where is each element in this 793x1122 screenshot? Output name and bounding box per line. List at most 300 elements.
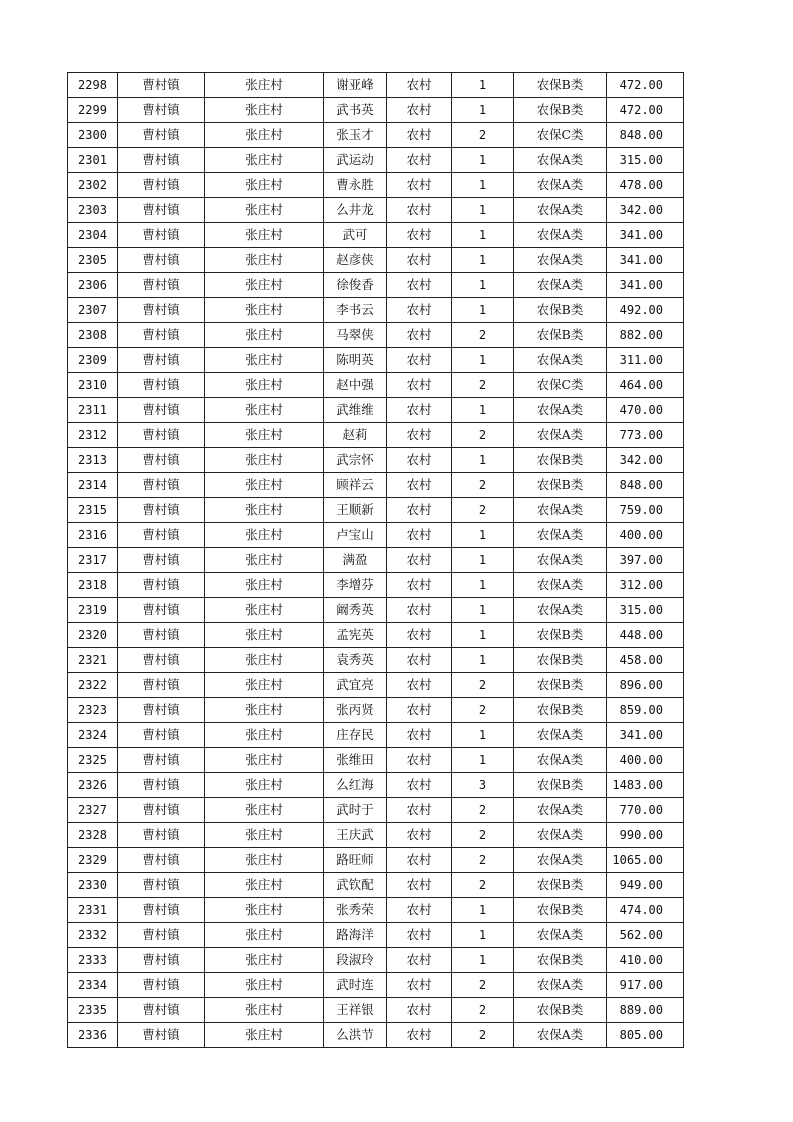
table-row: [68, 973, 684, 998]
village-cell: 张庄村: [205, 173, 324, 198]
data-table: [67, 72, 684, 1048]
amount-cell: 472.00: [607, 98, 684, 123]
town-cell: 曹村镇: [118, 1023, 205, 1048]
household-type-cell: 农村: [387, 523, 452, 548]
household-type-cell: 农村: [387, 323, 452, 348]
village-cell: 张庄村: [205, 798, 324, 823]
table-row: [68, 273, 684, 298]
row-number: 2301: [68, 148, 118, 173]
person-count-cell: 1: [452, 723, 514, 748]
name-cell: 徐俊香: [324, 273, 387, 298]
row-number: 2327: [68, 798, 118, 823]
insurance-category-cell: 农保A类: [514, 498, 607, 523]
household-type-cell: 农村: [387, 423, 452, 448]
insurance-category-cell: 农保A类: [514, 423, 607, 448]
person-count-cell: 1: [452, 348, 514, 373]
person-count-cell: 1: [452, 223, 514, 248]
person-count-cell: 1: [452, 398, 514, 423]
town-cell: 曹村镇: [118, 723, 205, 748]
person-count-cell: 1: [452, 448, 514, 473]
amount-cell: 342.00: [607, 448, 684, 473]
household-type-cell: 农村: [387, 1023, 452, 1048]
table-row: [68, 573, 684, 598]
village-cell: 张庄村: [205, 773, 324, 798]
insurance-category-cell: 农保B类: [514, 73, 607, 98]
person-count-cell: 1: [452, 148, 514, 173]
person-count-cell: 1: [452, 248, 514, 273]
household-type-cell: 农村: [387, 898, 452, 923]
row-number: 2302: [68, 173, 118, 198]
amount-cell: 773.00: [607, 423, 684, 448]
household-type-cell: 农村: [387, 598, 452, 623]
insurance-category-cell: 农保A类: [514, 823, 607, 848]
town-cell: 曹村镇: [118, 698, 205, 723]
name-cell: 路旺师: [324, 848, 387, 873]
amount-cell: 990.00: [607, 823, 684, 848]
name-cell: 么红海: [324, 773, 387, 798]
village-cell: 张庄村: [205, 848, 324, 873]
row-number: 2322: [68, 673, 118, 698]
insurance-category-cell: 农保A类: [514, 148, 607, 173]
insurance-category-cell: 农保A类: [514, 248, 607, 273]
table-row: [68, 598, 684, 623]
person-count-cell: 1: [452, 173, 514, 198]
table-row: [68, 73, 684, 98]
table-row: [68, 773, 684, 798]
table-row: [68, 223, 684, 248]
person-count-cell: 1: [452, 573, 514, 598]
name-cell: 张玉才: [324, 123, 387, 148]
village-cell: 张庄村: [205, 648, 324, 673]
person-count-cell: 1: [452, 273, 514, 298]
town-cell: 曹村镇: [118, 598, 205, 623]
household-type-cell: 农村: [387, 573, 452, 598]
row-number: 2317: [68, 548, 118, 573]
name-cell: 谢亚峰: [324, 73, 387, 98]
insurance-category-cell: 农保B类: [514, 648, 607, 673]
household-type-cell: 农村: [387, 73, 452, 98]
name-cell: 么洪节: [324, 1023, 387, 1048]
household-type-cell: 农村: [387, 548, 452, 573]
amount-cell: 312.00: [607, 573, 684, 598]
household-type-cell: 农村: [387, 248, 452, 273]
amount-cell: 1065.00: [607, 848, 684, 873]
name-cell: 张秀荣: [324, 898, 387, 923]
household-type-cell: 农村: [387, 473, 452, 498]
table-row: [68, 898, 684, 923]
name-cell: 陈明英: [324, 348, 387, 373]
household-type-cell: 农村: [387, 123, 452, 148]
person-count-cell: 3: [452, 773, 514, 798]
name-cell: 么井龙: [324, 198, 387, 223]
person-count-cell: 1: [452, 948, 514, 973]
person-count-cell: 1: [452, 98, 514, 123]
amount-cell: 341.00: [607, 223, 684, 248]
amount-cell: 341.00: [607, 723, 684, 748]
insurance-category-cell: 农保A类: [514, 598, 607, 623]
insurance-category-cell: 农保A类: [514, 398, 607, 423]
amount-cell: 400.00: [607, 748, 684, 773]
household-type-cell: 农村: [387, 173, 452, 198]
row-number: 2300: [68, 123, 118, 148]
amount-cell: 410.00: [607, 948, 684, 973]
amount-cell: 889.00: [607, 998, 684, 1023]
town-cell: 曹村镇: [118, 373, 205, 398]
table-row: [68, 423, 684, 448]
person-count-cell: 1: [452, 523, 514, 548]
person-count-cell: 2: [452, 1023, 514, 1048]
amount-cell: 464.00: [607, 373, 684, 398]
row-number: 2329: [68, 848, 118, 873]
town-cell: 曹村镇: [118, 523, 205, 548]
town-cell: 曹村镇: [118, 398, 205, 423]
household-type-cell: 农村: [387, 998, 452, 1023]
row-number: 2336: [68, 1023, 118, 1048]
row-number: 2304: [68, 223, 118, 248]
amount-cell: 848.00: [607, 123, 684, 148]
row-number: 2324: [68, 723, 118, 748]
name-cell: 武书英: [324, 98, 387, 123]
row-number: 2335: [68, 998, 118, 1023]
name-cell: 袁秀英: [324, 648, 387, 673]
amount-cell: 896.00: [607, 673, 684, 698]
insurance-category-cell: 农保B类: [514, 98, 607, 123]
household-type-cell: 农村: [387, 798, 452, 823]
insurance-category-cell: 农保B类: [514, 623, 607, 648]
insurance-category-cell: 农保C类: [514, 123, 607, 148]
table-row: [68, 1023, 684, 1048]
amount-cell: 759.00: [607, 498, 684, 523]
village-cell: 张庄村: [205, 973, 324, 998]
village-cell: 张庄村: [205, 948, 324, 973]
village-cell: 张庄村: [205, 623, 324, 648]
town-cell: 曹村镇: [118, 148, 205, 173]
name-cell: 卢宝山: [324, 523, 387, 548]
town-cell: 曹村镇: [118, 998, 205, 1023]
household-type-cell: 农村: [387, 748, 452, 773]
table-row: [68, 173, 684, 198]
amount-cell: 859.00: [607, 698, 684, 723]
name-cell: 武宗怀: [324, 448, 387, 473]
person-count-cell: 1: [452, 598, 514, 623]
name-cell: 武宜亮: [324, 673, 387, 698]
town-cell: 曹村镇: [118, 123, 205, 148]
row-number: 2320: [68, 623, 118, 648]
name-cell: 庄存民: [324, 723, 387, 748]
town-cell: 曹村镇: [118, 898, 205, 923]
name-cell: 孟宪英: [324, 623, 387, 648]
person-count-cell: 2: [452, 698, 514, 723]
amount-cell: 562.00: [607, 923, 684, 948]
amount-cell: 472.00: [607, 73, 684, 98]
household-type-cell: 农村: [387, 273, 452, 298]
household-type-cell: 农村: [387, 298, 452, 323]
household-type-cell: 农村: [387, 773, 452, 798]
insurance-category-cell: 农保A类: [514, 748, 607, 773]
row-number: 2298: [68, 73, 118, 98]
row-number: 2305: [68, 248, 118, 273]
person-count-cell: 2: [452, 473, 514, 498]
table-row: [68, 398, 684, 423]
village-cell: 张庄村: [205, 873, 324, 898]
town-cell: 曹村镇: [118, 948, 205, 973]
insurance-category-cell: 农保B类: [514, 998, 607, 1023]
amount-cell: 949.00: [607, 873, 684, 898]
town-cell: 曹村镇: [118, 773, 205, 798]
name-cell: 武可: [324, 223, 387, 248]
name-cell: 曹永胜: [324, 173, 387, 198]
town-cell: 曹村镇: [118, 423, 205, 448]
table-row: [68, 748, 684, 773]
village-cell: 张庄村: [205, 823, 324, 848]
table-row: [68, 123, 684, 148]
person-count-cell: 1: [452, 923, 514, 948]
village-cell: 张庄村: [205, 723, 324, 748]
town-cell: 曹村镇: [118, 323, 205, 348]
town-cell: 曹村镇: [118, 973, 205, 998]
household-type-cell: 农村: [387, 373, 452, 398]
row-number: 2311: [68, 398, 118, 423]
name-cell: 张维田: [324, 748, 387, 773]
person-count-cell: 2: [452, 423, 514, 448]
insurance-category-cell: 农保B类: [514, 698, 607, 723]
table-body: [68, 73, 684, 1048]
village-cell: 张庄村: [205, 523, 324, 548]
table-row: [68, 523, 684, 548]
household-type-cell: 农村: [387, 348, 452, 373]
amount-cell: 492.00: [607, 298, 684, 323]
amount-cell: 341.00: [607, 273, 684, 298]
table-row: [68, 98, 684, 123]
amount-cell: 474.00: [607, 898, 684, 923]
amount-cell: 882.00: [607, 323, 684, 348]
village-cell: 张庄村: [205, 898, 324, 923]
village-cell: 张庄村: [205, 98, 324, 123]
household-type-cell: 农村: [387, 198, 452, 223]
name-cell: 阚秀英: [324, 598, 387, 623]
row-number: 2319: [68, 598, 118, 623]
town-cell: 曹村镇: [118, 548, 205, 573]
amount-cell: 311.00: [607, 348, 684, 373]
table-row: [68, 248, 684, 273]
village-cell: 张庄村: [205, 223, 324, 248]
row-number: 2307: [68, 298, 118, 323]
insurance-category-cell: 农保B类: [514, 873, 607, 898]
insurance-category-cell: 农保C类: [514, 373, 607, 398]
name-cell: 马翠侠: [324, 323, 387, 348]
town-cell: 曹村镇: [118, 573, 205, 598]
insurance-category-cell: 农保B类: [514, 773, 607, 798]
name-cell: 赵彦侠: [324, 248, 387, 273]
insurance-category-cell: 农保A类: [514, 173, 607, 198]
village-cell: 张庄村: [205, 673, 324, 698]
village-cell: 张庄村: [205, 423, 324, 448]
amount-cell: 848.00: [607, 473, 684, 498]
name-cell: 李增芬: [324, 573, 387, 598]
amount-cell: 400.00: [607, 523, 684, 548]
household-type-cell: 农村: [387, 448, 452, 473]
amount-cell: 770.00: [607, 798, 684, 823]
village-cell: 张庄村: [205, 148, 324, 173]
town-cell: 曹村镇: [118, 498, 205, 523]
insurance-category-cell: 农保A类: [514, 973, 607, 998]
village-cell: 张庄村: [205, 248, 324, 273]
name-cell: 王顺新: [324, 498, 387, 523]
village-cell: 张庄村: [205, 448, 324, 473]
household-type-cell: 农村: [387, 498, 452, 523]
village-cell: 张庄村: [205, 1023, 324, 1048]
household-type-cell: 农村: [387, 223, 452, 248]
row-number: 2303: [68, 198, 118, 223]
amount-cell: 315.00: [607, 148, 684, 173]
insurance-category-cell: 农保B类: [514, 473, 607, 498]
table-row: [68, 698, 684, 723]
household-type-cell: 农村: [387, 948, 452, 973]
table-row: [68, 448, 684, 473]
table-row: [68, 923, 684, 948]
village-cell: 张庄村: [205, 323, 324, 348]
amount-cell: 315.00: [607, 598, 684, 623]
table-row: [68, 873, 684, 898]
town-cell: 曹村镇: [118, 73, 205, 98]
village-cell: 张庄村: [205, 298, 324, 323]
town-cell: 曹村镇: [118, 798, 205, 823]
insurance-category-cell: 农保A类: [514, 573, 607, 598]
row-number: 2334: [68, 973, 118, 998]
table-row: [68, 723, 684, 748]
town-cell: 曹村镇: [118, 473, 205, 498]
insurance-category-cell: 农保B类: [514, 673, 607, 698]
row-number: 2331: [68, 898, 118, 923]
village-cell: 张庄村: [205, 398, 324, 423]
name-cell: 赵莉: [324, 423, 387, 448]
household-type-cell: 农村: [387, 148, 452, 173]
insurance-category-cell: 农保B类: [514, 298, 607, 323]
town-cell: 曹村镇: [118, 923, 205, 948]
name-cell: 武运动: [324, 148, 387, 173]
row-number: 2328: [68, 823, 118, 848]
row-number: 2316: [68, 523, 118, 548]
name-cell: 王祥银: [324, 998, 387, 1023]
town-cell: 曹村镇: [118, 823, 205, 848]
insurance-category-cell: 农保A类: [514, 1023, 607, 1048]
village-cell: 张庄村: [205, 348, 324, 373]
town-cell: 曹村镇: [118, 348, 205, 373]
amount-cell: 478.00: [607, 173, 684, 198]
village-cell: 张庄村: [205, 498, 324, 523]
name-cell: 武维维: [324, 398, 387, 423]
row-number: 2314: [68, 473, 118, 498]
row-number: 2321: [68, 648, 118, 673]
insurance-category-cell: 农保A类: [514, 223, 607, 248]
row-number: 2306: [68, 273, 118, 298]
household-type-cell: 农村: [387, 723, 452, 748]
person-count-cell: 2: [452, 673, 514, 698]
village-cell: 张庄村: [205, 698, 324, 723]
village-cell: 张庄村: [205, 73, 324, 98]
name-cell: 武时连: [324, 973, 387, 998]
row-number: 2312: [68, 423, 118, 448]
insurance-category-cell: 农保B类: [514, 948, 607, 973]
row-number: 2325: [68, 748, 118, 773]
table-row: [68, 148, 684, 173]
town-cell: 曹村镇: [118, 748, 205, 773]
person-count-cell: 1: [452, 748, 514, 773]
insurance-category-cell: 农保B类: [514, 323, 607, 348]
town-cell: 曹村镇: [118, 648, 205, 673]
person-count-cell: 2: [452, 373, 514, 398]
insurance-category-cell: 农保A类: [514, 923, 607, 948]
town-cell: 曹村镇: [118, 198, 205, 223]
row-number: 2333: [68, 948, 118, 973]
name-cell: 满盈: [324, 548, 387, 573]
household-type-cell: 农村: [387, 873, 452, 898]
amount-cell: 397.00: [607, 548, 684, 573]
town-cell: 曹村镇: [118, 448, 205, 473]
row-number: 2310: [68, 373, 118, 398]
insurance-category-cell: 农保A类: [514, 523, 607, 548]
row-number: 2309: [68, 348, 118, 373]
household-type-cell: 农村: [387, 973, 452, 998]
table-row: [68, 348, 684, 373]
table-row: [68, 298, 684, 323]
household-type-cell: 农村: [387, 623, 452, 648]
table-row: [68, 998, 684, 1023]
person-count-cell: 1: [452, 898, 514, 923]
amount-cell: 1483.00: [607, 773, 684, 798]
table-row: [68, 623, 684, 648]
town-cell: 曹村镇: [118, 98, 205, 123]
village-cell: 张庄村: [205, 548, 324, 573]
village-cell: 张庄村: [205, 473, 324, 498]
row-number: 2313: [68, 448, 118, 473]
town-cell: 曹村镇: [118, 298, 205, 323]
insurance-category-cell: 农保A类: [514, 198, 607, 223]
person-count-cell: 1: [452, 198, 514, 223]
table-row: [68, 473, 684, 498]
person-count-cell: 1: [452, 623, 514, 648]
household-type-cell: 农村: [387, 698, 452, 723]
person-count-cell: 2: [452, 873, 514, 898]
amount-cell: 458.00: [607, 648, 684, 673]
table-row: [68, 498, 684, 523]
amount-cell: 805.00: [607, 1023, 684, 1048]
table-row: [68, 823, 684, 848]
insurance-category-cell: 农保B类: [514, 898, 607, 923]
person-count-cell: 1: [452, 648, 514, 673]
row-number: 2323: [68, 698, 118, 723]
person-count-cell: 1: [452, 298, 514, 323]
insurance-category-cell: 农保A类: [514, 848, 607, 873]
amount-cell: 917.00: [607, 973, 684, 998]
household-type-cell: 农村: [387, 673, 452, 698]
person-count-cell: 2: [452, 973, 514, 998]
village-cell: 张庄村: [205, 123, 324, 148]
row-number: 2318: [68, 573, 118, 598]
person-count-cell: 2: [452, 823, 514, 848]
town-cell: 曹村镇: [118, 273, 205, 298]
row-number: 2308: [68, 323, 118, 348]
household-type-cell: 农村: [387, 823, 452, 848]
insurance-category-cell: 农保A类: [514, 348, 607, 373]
insurance-category-cell: 农保A类: [514, 723, 607, 748]
table-row: [68, 648, 684, 673]
name-cell: 武钦配: [324, 873, 387, 898]
name-cell: 武时于: [324, 798, 387, 823]
village-cell: 张庄村: [205, 598, 324, 623]
insurance-category-cell: 农保B类: [514, 448, 607, 473]
amount-cell: 341.00: [607, 248, 684, 273]
